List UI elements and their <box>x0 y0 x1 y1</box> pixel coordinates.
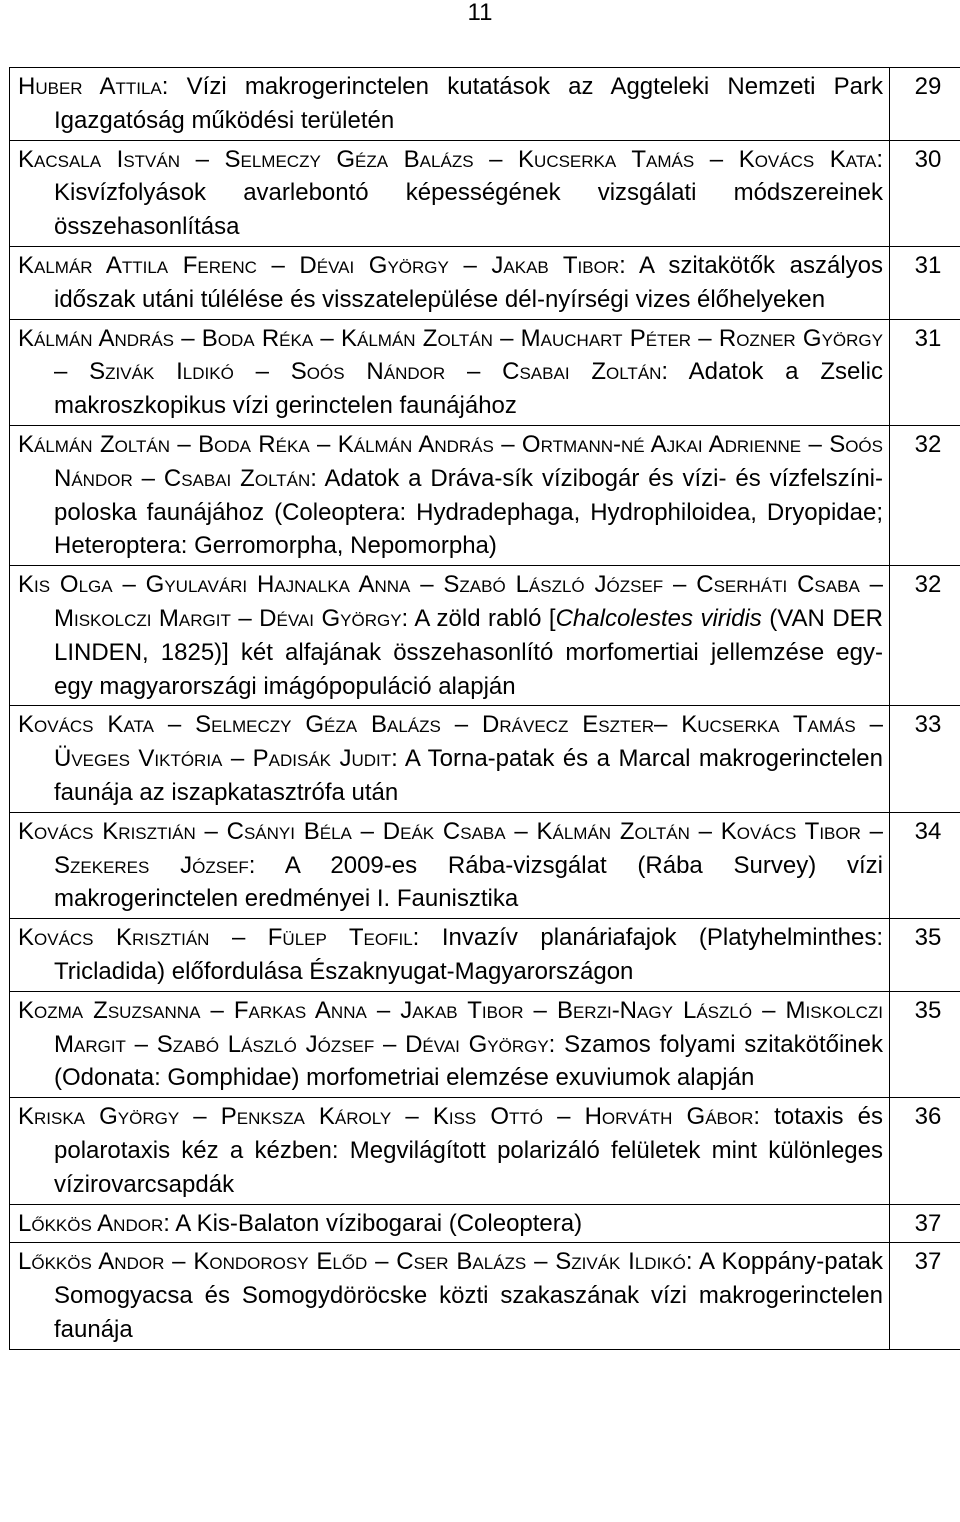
entry-title-part: Adatok a Dráva-sík vízibogár és vízi- és vízfelszíni-poloska faunájához (Coleoptera: Hydradephaga, Hydrophiloidea, Dryopidae; Heteroptera: Gerromorpha, Nepomorpha) <box>54 464 883 560</box>
entry-page-number: 31 <box>890 319 960 425</box>
entry-text <box>18 815 883 916</box>
entry-page-number: 30 <box>890 140 960 246</box>
entry-text-cell <box>10 246 890 319</box>
entry-authors: Kovács Krisztián – Fülep Teofil: <box>18 924 420 952</box>
entry-authors: Huber Attila: <box>18 73 169 100</box>
toc-entry <box>10 246 960 319</box>
entry-authors: Kacsala István – Selmeczy Géza Balázs – Kucserka Tamás – Kovács Kata: <box>18 145 883 173</box>
entry-title-part: Adatok a Zselic makroszkopikus vízi gerinctelen faunájához <box>54 358 883 420</box>
entry-page-number: 36 <box>890 1098 960 1204</box>
entry-page-number: 35 <box>890 919 960 992</box>
toc-entry <box>10 812 960 918</box>
toc-entry <box>10 319 960 425</box>
entry-authors: Kalmár Attila Ferenc – Dévai György – Jakab Tibor: <box>18 251 626 279</box>
entry-authors: Kriska György – Penksza Károly – Kiss Ottó – Horváth Gábor: <box>18 1103 761 1131</box>
entry-authors: Lőkkös Andor: <box>18 1209 170 1237</box>
entry-title-part: Invazív planáriafajok (Platyhelminthes: Tricladida) előfordulása Északnyugat-Magyarországon <box>54 924 884 985</box>
entry-text <box>18 428 883 563</box>
entry-text <box>18 1207 883 1241</box>
entry-authors: Kálmán Zoltán – Boda Réka – Kálmán András – Ortmann-né Ajkai Adrienne – Soós Nándor – Csabai Zoltán: <box>18 430 883 492</box>
entry-text-cell <box>10 425 890 565</box>
entry-text-cell <box>10 566 890 706</box>
entry-page-number: 34 <box>890 812 960 918</box>
entry-text <box>18 143 883 244</box>
entry-text-cell <box>10 919 890 992</box>
entry-title-part: Kisvízfolyások avarlebontó képességének vizsgálati módszereinek összehasonlítása <box>54 179 883 241</box>
entry-authors: Kálmán András – Boda Réka – Kálmán Zoltán – Mauchart Péter – Rozner György – Szivák Ildikó – Soós Nándor – Csabai Zoltán: <box>18 324 883 386</box>
entry-text <box>18 249 883 317</box>
entry-text <box>18 1100 883 1201</box>
toc-entry <box>10 1098 960 1204</box>
entry-text-cell <box>10 812 890 918</box>
entry-page-number: 32 <box>890 566 960 706</box>
entry-authors: Kovács Kata – Selmeczy Géza Balázs – Drávecz Eszter– Kucserka Tamás – Üveges Viktória – Padisák Judit: <box>18 711 883 773</box>
toc-entry <box>10 425 960 565</box>
toc-entry <box>10 1243 960 1349</box>
entry-text <box>18 994 883 1095</box>
entry-title-part: (VAN DER LINDEN, 1825)] két alfajának összehasonlító morfomertiai jellemzése egy-egy magyarországi imágópopuláció alapján <box>54 604 884 700</box>
entry-text-cell <box>10 319 890 425</box>
page-number: 11 <box>467 0 493 26</box>
toc-entry <box>10 566 960 706</box>
toc-entry <box>10 140 960 246</box>
entry-species-name: Chalcolestes viridis <box>555 604 762 632</box>
entry-title-part: Vízi makrogerinctelen kutatások az Aggteleki Nemzeti Park Igazgatóság működési területén <box>54 73 883 134</box>
entry-text-cell <box>10 706 890 812</box>
entry-page-number: 37 <box>890 1243 960 1349</box>
entry-page-number: 37 <box>890 1204 960 1243</box>
entry-title-part: A szitakötők aszályos időszak utáni túlélése és visszatelepülése dél-nyírségi vizes élőhelyeken <box>54 251 883 313</box>
entry-text-cell <box>10 68 890 141</box>
entry-authors: Lőkkös Andor – Kondorosy Előd – Cser Balázs – Szivák Ildikó: <box>18 1248 693 1276</box>
toc-entry <box>10 1204 960 1243</box>
entry-text <box>18 921 883 989</box>
entry-text-cell <box>10 1098 890 1204</box>
entry-page-number: 35 <box>890 991 960 1097</box>
entry-authors: Kozma Zsuzsanna – Farkas Anna – Jakab Tibor – Berzi-Nagy László – Miskolczi Margit – Szabó László József – Dévai György: <box>18 996 883 1058</box>
entry-authors: Kovács Krisztián – Csányi Béla – Deák Csaba – Kálmán Zoltán – Kovács Tibor – Szekeres József: <box>18 817 883 879</box>
entry-page-number: 29 <box>890 68 960 141</box>
table-of-contents <box>9 67 960 1350</box>
toc-entry <box>10 706 960 812</box>
entry-title-part: totaxis és polarotaxis kéz a kézben: Megvilágított polarizáló felületek mint különleges vízirovarcsapdák <box>54 1103 884 1198</box>
entry-text-cell <box>10 1243 890 1349</box>
toc-entry <box>10 919 960 992</box>
entry-text <box>18 1245 883 1346</box>
entry-text-cell <box>10 1204 890 1243</box>
entry-title-part: Szamos folyami szitakötőinek (Odonata: Gomphidae) morfometriai elemzése exuviumok alapján <box>54 1030 883 1092</box>
entry-text-cell <box>10 140 890 246</box>
entry-page-number: 33 <box>890 706 960 812</box>
entry-text <box>18 70 883 138</box>
entry-title-part: A Koppány-patak Somogyacsa és Somogydöröcske közti szakaszának vízi makrogerinctelen faunája <box>54 1248 883 1343</box>
entry-text <box>18 708 883 809</box>
toc-entry <box>10 991 960 1097</box>
toc-entry <box>10 68 960 141</box>
entry-text-cell <box>10 991 890 1097</box>
entry-text <box>18 322 883 423</box>
entry-page-number: 32 <box>890 425 960 565</box>
entry-title-part: A Kis-Balaton vízibogarai (Coleoptera) <box>169 1209 583 1237</box>
entry-title-part: A 2009-es Rába-vizsgálat (Rába Survey) vízi makrogerinctelen eredményei I. Faunisztika <box>54 851 883 913</box>
entry-title-part: A Torna-patak és a Marcal makrogerinctelen faunája az iszapkatasztrófa után <box>54 745 883 806</box>
entry-page-number: 31 <box>890 246 960 319</box>
toc-body <box>10 68 960 1350</box>
entry-text <box>18 568 883 703</box>
entry-authors: Kis Olga – Gyulavári Hajnalka Anna – Szabó László József – Cserháti Csaba – Miskolczi Margit – Dévai György: <box>18 571 883 632</box>
entry-title-part: A zöld rabló [ <box>408 604 556 632</box>
